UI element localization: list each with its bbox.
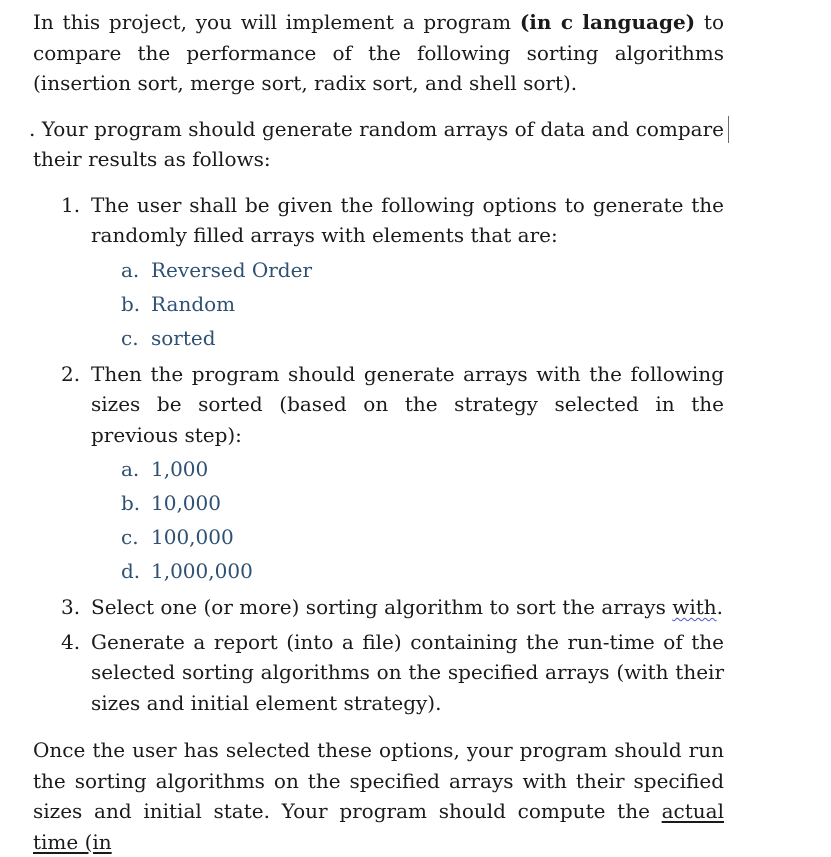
sub-item xyxy=(33,287,724,321)
step-text: Then the program should generate arrays with the following sizes be sorted (based on the strategy selected in the previous step): xyxy=(91,361,724,447)
step-number: 1. xyxy=(61,192,81,217)
intro-paragraph xyxy=(33,7,724,99)
step-number: 2. xyxy=(61,361,81,386)
steps-list xyxy=(33,190,724,719)
text-cursor xyxy=(728,116,729,143)
sub-letter: c. xyxy=(121,325,139,350)
sub-letter: a. xyxy=(121,257,140,282)
sub-letter: b. xyxy=(121,491,141,515)
step-text-after: . xyxy=(716,595,723,619)
underlined-text: actual time (in xyxy=(33,799,724,854)
document-body xyxy=(29,7,725,857)
step-number: 3. xyxy=(61,595,81,619)
step-item-1 xyxy=(33,190,724,355)
step-item-4 xyxy=(33,627,724,719)
sub-text: Random xyxy=(151,291,236,316)
sub-letter: c. xyxy=(121,525,139,549)
sub-item xyxy=(33,452,724,486)
intro-bold-text: (in c language) xyxy=(519,10,696,34)
step-number: 4. xyxy=(61,629,81,654)
step-item-3 xyxy=(33,592,724,623)
sub-item xyxy=(33,321,724,355)
intro-text-before: In this project, you will implement a program xyxy=(33,10,520,34)
sub-letter: b. xyxy=(121,291,141,316)
closing-paragraph xyxy=(33,735,724,857)
sub-list xyxy=(91,452,724,588)
sub-item xyxy=(33,554,724,588)
step-text: Generate a report (into a file) containing the run-time of the selected sorting algorithms on the specified arrays (with their sizes and initial element strategy). xyxy=(91,629,724,715)
spellcheck-flagged-word[interactable]: with xyxy=(672,595,717,619)
sub-item xyxy=(33,520,724,554)
step-text xyxy=(91,592,724,623)
sub-text: Reversed Order xyxy=(151,257,313,282)
sub-letter: a. xyxy=(121,457,140,481)
sub-text: 10,000 xyxy=(151,491,221,515)
intro-text-after: to compare the performance of the following sorting algorithms (insertion sort, merge sort, radix sort, and shell sort). xyxy=(33,10,725,95)
step-item-2 xyxy=(33,359,724,589)
sub-text: 1,000 xyxy=(151,457,209,481)
sub-letter: d. xyxy=(121,559,141,583)
sub-list xyxy=(91,253,724,355)
step-text-before: Select one (or more) sorting algorithm to sort the arrays xyxy=(91,595,673,619)
sub-text: sorted xyxy=(151,325,216,350)
leading-dot: . xyxy=(29,116,36,141)
closing-text: Once the user has selected these options, your program should run the sorting algorithms on the specified arrays with their specified sizes and initial state. Your program should compute the xyxy=(33,738,724,823)
step-text: The user shall be given the following options to generate the randomly filled arrays with elements that are: xyxy=(91,192,724,247)
sub-text: 1,000,000 xyxy=(151,559,253,583)
instructions-paragraph xyxy=(29,114,724,175)
instructions-text: Your program should generate random arrays of data and compare their results as follows: xyxy=(33,116,724,171)
sub-item xyxy=(33,253,724,287)
sub-item xyxy=(33,486,724,520)
sub-text: 100,000 xyxy=(151,525,234,549)
